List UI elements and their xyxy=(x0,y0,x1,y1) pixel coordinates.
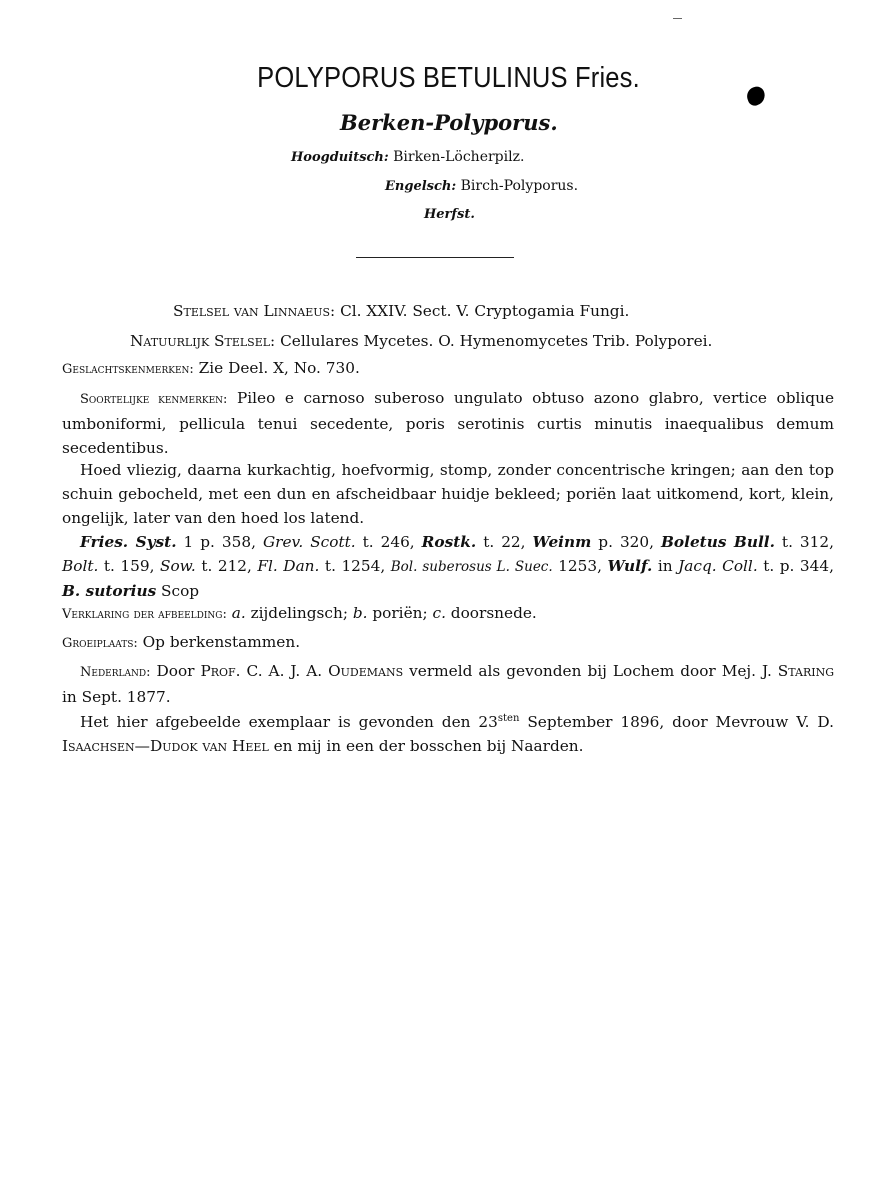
ref-text: Scop xyxy=(156,582,200,600)
english-name-line xyxy=(385,178,578,194)
dutch-name: Berken-Polyporus. xyxy=(340,110,558,135)
geslacht-text: Zie Deel. X, No. 730. xyxy=(198,359,360,377)
ref-jacq: Jacq. Coll. xyxy=(678,557,758,575)
ref-text: t. 246, xyxy=(355,533,422,551)
season-line xyxy=(424,206,475,222)
found-text: September 1896, door Mevrouw V. D. xyxy=(519,713,834,732)
finder-names: Isaachsen—Dudok van Heel xyxy=(62,737,269,756)
ref-text: 1253, xyxy=(552,557,608,575)
nederland-text: vermeld als gevonden bij Lochem door Mej. J. xyxy=(403,662,778,680)
prof-title: Prof. xyxy=(200,662,241,680)
english-label: Engelsch: xyxy=(385,179,457,194)
ref-text: 1 p. 358, xyxy=(176,533,263,551)
german-label: Hoogduitsch: xyxy=(291,150,389,165)
ref-text: in xyxy=(652,557,679,575)
oudemans-name: Oudemans xyxy=(328,662,404,680)
page-title: POLYPORUS BETULINUS Fries. xyxy=(257,62,640,94)
hoed-text: Hoed vliezig, daarna kurkachtig, hoefvormig, stomp, zonder concentrische kringen; aan den top schuin gebocheld, met een dun en afscheidbaar huidje bekleed; poriën laat uitkomend, kort, klein, ongelijk, later van den hoed los latend. xyxy=(62,461,834,527)
ref-bolt: Bolt. xyxy=(62,557,99,575)
natuurlijk-stelsel-line xyxy=(130,329,830,353)
ref-fl-dan: Fl. Dan. xyxy=(257,557,320,575)
english-name: Birch-Polyporus. xyxy=(460,178,579,194)
references-paragraph xyxy=(62,530,834,603)
geslacht-label: Geslachtskenmerken: xyxy=(62,362,194,377)
ref-text: t. 312, xyxy=(774,533,834,551)
german-name-line xyxy=(291,149,524,165)
fig-a-text: zijdelingsch; xyxy=(245,604,353,622)
found-text: Het hier afgebeelde exemplaar is gevonden den 23 xyxy=(80,713,498,732)
natuurlijk-text: Cellulares Mycetes. O. Hymenomycetes Trib. Polyporei. xyxy=(280,332,713,350)
hoed-description-paragraph xyxy=(62,458,834,530)
fig-b: b. xyxy=(352,604,368,622)
ref-text: t. 1254, xyxy=(319,557,391,575)
nederland-text: in Sept. 1877. xyxy=(62,688,171,706)
ref-boletus: Boletus Bull. xyxy=(661,533,775,551)
soort-text: Pileo e carnoso suberoso ungulato obtuso azono glabro, vertice oblique umboniformi, pellicula tenui secedente, poris serotinis curtis minutis inaequalibus demum secedentibus. xyxy=(62,389,834,457)
nederland-text: Door xyxy=(156,662,201,680)
staring-name: Staring xyxy=(777,662,834,680)
ref-b-sutorius: B. sutorius xyxy=(62,582,157,600)
fig-c-text: doorsnede. xyxy=(445,604,537,622)
fig-c: c. xyxy=(432,604,446,622)
nederland-label: Nederland: xyxy=(80,665,151,680)
ref-text: t. 212, xyxy=(195,557,258,575)
fig-b-text: poriën; xyxy=(367,604,433,622)
ref-rostk: Rostk. xyxy=(421,533,477,551)
verklaring-label: Verklaring der afbeelding: xyxy=(62,607,227,622)
stelsel-label: Stelsel van Linnaeus: xyxy=(173,302,336,320)
ref-wulf: Wulf. xyxy=(607,557,653,575)
ref-bol-suberosus: Bol. suberosus L. Suec. xyxy=(390,559,553,575)
found-text: en mij in een der bosschen bij Naarden. xyxy=(268,737,584,756)
soort-label: Soortelijke kenmerken: xyxy=(80,392,228,407)
found-paragraph xyxy=(62,707,834,758)
verklaring-line xyxy=(62,601,834,627)
geslachtskenmerken-line xyxy=(62,356,834,382)
stelsel-linnaeus-line xyxy=(173,299,773,323)
ref-grev: Grev. Scott. xyxy=(262,533,356,551)
nederland-paragraph xyxy=(62,659,834,709)
groeiplaats-line xyxy=(62,630,834,656)
scan-mark xyxy=(673,18,682,19)
german-name: Birken-Löcherpilz. xyxy=(393,149,525,165)
stelsel-text: Cl. XXIV. Sect. V. Cryptogamia Fungi. xyxy=(340,302,630,320)
ref-text: t. p. 344, xyxy=(757,557,834,575)
natuurlijk-label: Natuurlijk Stelsel: xyxy=(130,332,276,350)
ref-fries: Fries. Syst. xyxy=(80,533,177,551)
ref-text: t. 22, xyxy=(476,533,533,551)
groei-label: Groeiplaats: xyxy=(62,636,138,651)
ref-weinm: Weinm xyxy=(532,533,592,551)
ref-text: t. 159, xyxy=(98,557,160,575)
soortelijke-kenmerken-paragraph xyxy=(62,386,834,460)
fig-a: a. xyxy=(231,604,246,622)
ref-text: p. 320, xyxy=(591,533,661,551)
season: Herfst. xyxy=(424,207,475,222)
ref-sow: Sow. xyxy=(159,557,196,575)
nederland-text: C. A. J. A. xyxy=(240,662,329,680)
found-sup: sten xyxy=(497,713,520,724)
divider xyxy=(356,257,514,258)
groei-text: Op berkenstammen. xyxy=(142,633,301,651)
